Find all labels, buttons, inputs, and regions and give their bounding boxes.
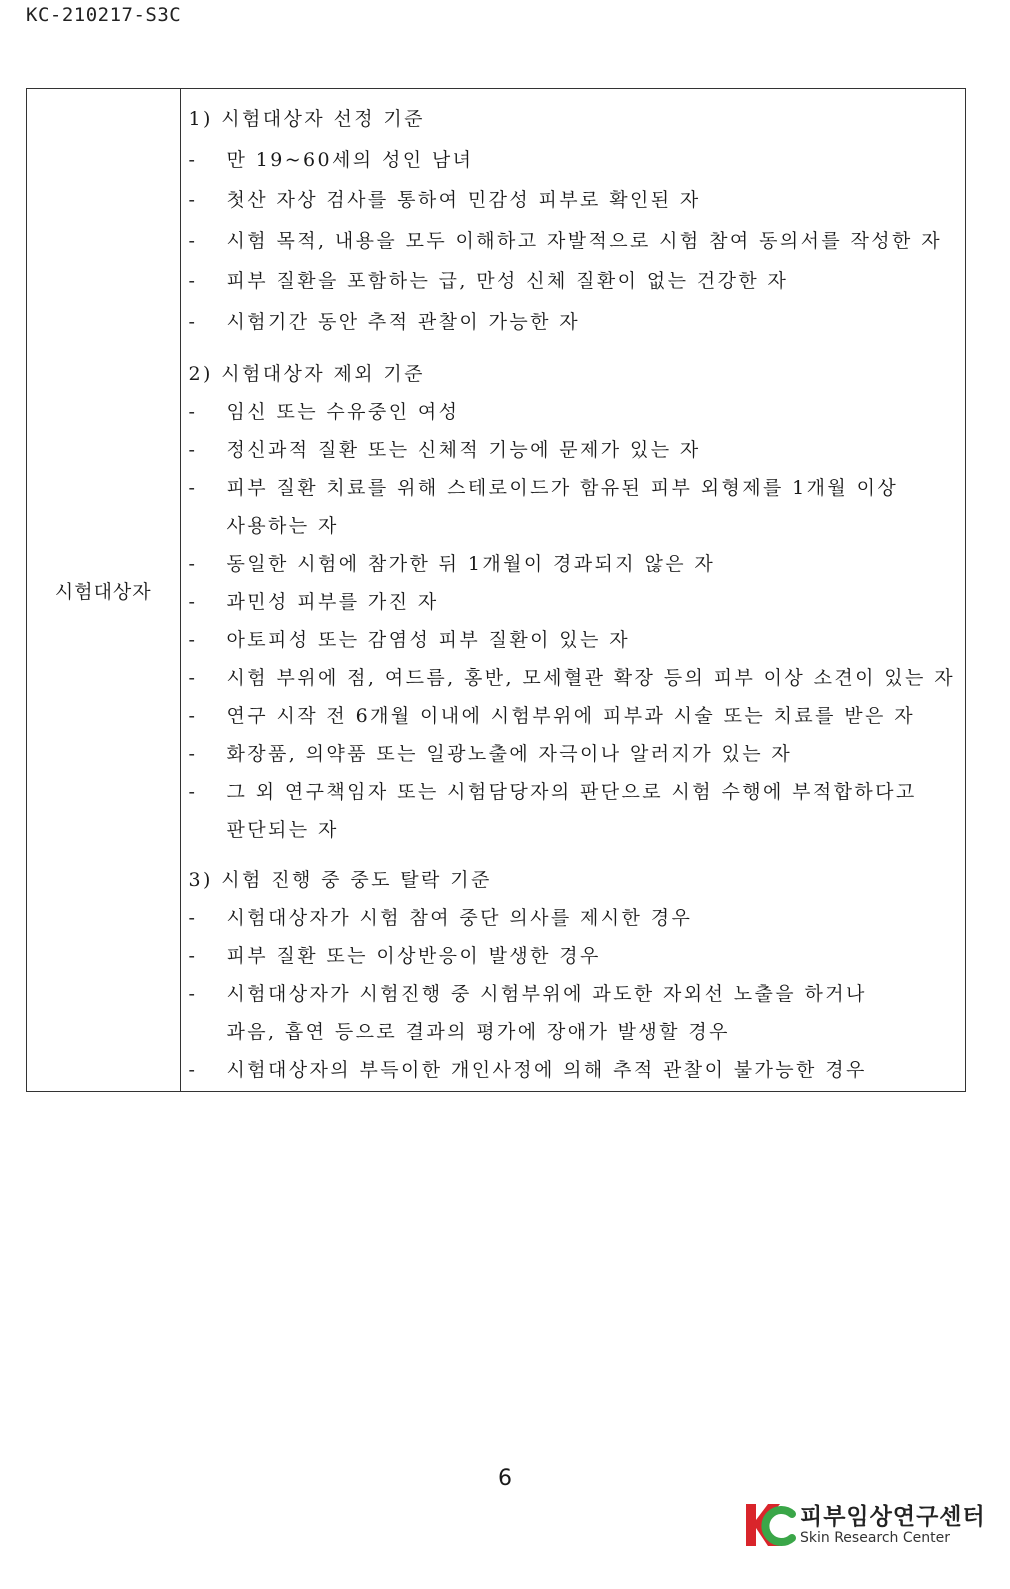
list-item: - 만 19~60세의 성인 남녀 xyxy=(189,146,955,187)
list-item: - 피부 질환을 포함하는 급, 만성 신체 질환이 없는 건강한 자 xyxy=(189,267,955,308)
list-item: - 시험대상자의 부득이한 개인사정에 의해 추적 관찰이 불가능한 경우 xyxy=(189,1056,955,1094)
list-item-continuation: 판단되는 자 xyxy=(226,819,339,841)
dash-marker: - xyxy=(188,189,198,211)
dash-marker: - xyxy=(188,781,198,803)
logo-english-name: Skin Research Center xyxy=(800,1530,950,1546)
list-item: - 임신 또는 수유중인 여성 xyxy=(189,398,955,436)
list-item: - 시험대상자가 시험진행 중 시험부위에 과도한 자외선 노출을 하거나 xyxy=(189,980,955,1018)
list-item: - 아토피성 또는 감염성 피부 질환이 있는 자 xyxy=(189,626,955,664)
skin-research-center-logo xyxy=(742,1500,986,1550)
dash-marker: - xyxy=(188,983,198,1005)
list-item: - 시험기간 동안 추적 관찰이 가능한 자 xyxy=(189,308,955,349)
list-item: - 동일한 시험에 참가한 뒤 1개월이 경과되지 않은 자 xyxy=(189,550,955,588)
row-label: 시험대상자 xyxy=(27,89,181,1091)
dash-marker: - xyxy=(188,270,198,292)
dash-marker: - xyxy=(188,401,198,423)
dash-marker: - xyxy=(188,477,198,499)
dash-marker: - xyxy=(188,667,198,689)
list-item: - 그 외 연구책임자 또는 시험담당자의 판단으로 시험 수행에 부적합하다고 xyxy=(189,778,955,816)
list-item: - 시험 부위에 점, 여드름, 홍반, 모세혈관 확장 등의 피부 이상 소견이 있는 자 xyxy=(189,664,955,702)
dash-marker: - xyxy=(188,553,198,575)
dash-marker: - xyxy=(188,591,198,613)
section-heading: 3) 시험 진행 중 중도 탈락 기준 xyxy=(188,869,492,891)
page-number: 6 xyxy=(498,1466,512,1491)
list-item: - 피부 질환 또는 이상반응이 발생한 경우 xyxy=(189,942,955,980)
list-item: - 시험 목적, 내용을 모두 이해하고 자발적으로 시험 참여 동의서를 작성한 자 xyxy=(189,227,955,268)
document-code: KC-210217-S3C xyxy=(26,4,182,26)
dash-marker: - xyxy=(188,310,198,333)
list-item: - 정신과적 질환 또는 신체적 기능에 문제가 있는 자 xyxy=(189,436,955,474)
criteria-content xyxy=(181,89,965,1091)
exclusion-criteria-section xyxy=(189,360,955,854)
list-item: - 연구 시작 전 6개월 이내에 시험부위에 피부과 시술 또는 치료를 받은 자 xyxy=(189,702,955,740)
dash-marker: - xyxy=(188,1059,198,1081)
dash-marker: - xyxy=(188,945,198,967)
list-item: - 시험대상자가 시험 참여 중단 의사를 제시한 경우 xyxy=(189,904,955,942)
dash-marker: - xyxy=(188,705,198,727)
dash-marker: - xyxy=(188,439,198,461)
criteria-table xyxy=(26,88,966,1092)
logo-korean-name: 피부임상연구센터 xyxy=(800,1504,986,1530)
kc-logo-icon xyxy=(742,1500,796,1550)
list-item: - 피부 질환 치료를 위해 스테로이드가 함유된 피부 외형제를 1개월 이상 xyxy=(189,474,955,512)
list-item: - 과민성 피부를 가진 자 xyxy=(189,588,955,626)
dash-marker: - xyxy=(188,229,198,252)
dash-marker: - xyxy=(188,743,198,765)
list-item: - 첫산 자상 검사를 통하여 민감성 피부로 확인된 자 xyxy=(189,186,955,227)
list-item: - 화장품, 의약품 또는 일광노출에 자극이나 알러지가 있는 자 xyxy=(189,740,955,778)
dash-marker: - xyxy=(188,629,198,651)
dash-marker: - xyxy=(188,148,198,171)
section-heading: 2) 시험대상자 제외 기준 xyxy=(188,363,425,385)
list-item-continuation: 과음, 흡연 등으로 결과의 평가에 장애가 발생할 경우 xyxy=(226,1021,730,1043)
inclusion-criteria-section xyxy=(189,105,955,348)
dash-marker: - xyxy=(188,907,198,929)
section-heading: 1) 시험대상자 선정 기준 xyxy=(188,108,425,130)
list-item-continuation: 사용하는 자 xyxy=(226,515,339,537)
dropout-criteria-section xyxy=(189,866,955,1094)
